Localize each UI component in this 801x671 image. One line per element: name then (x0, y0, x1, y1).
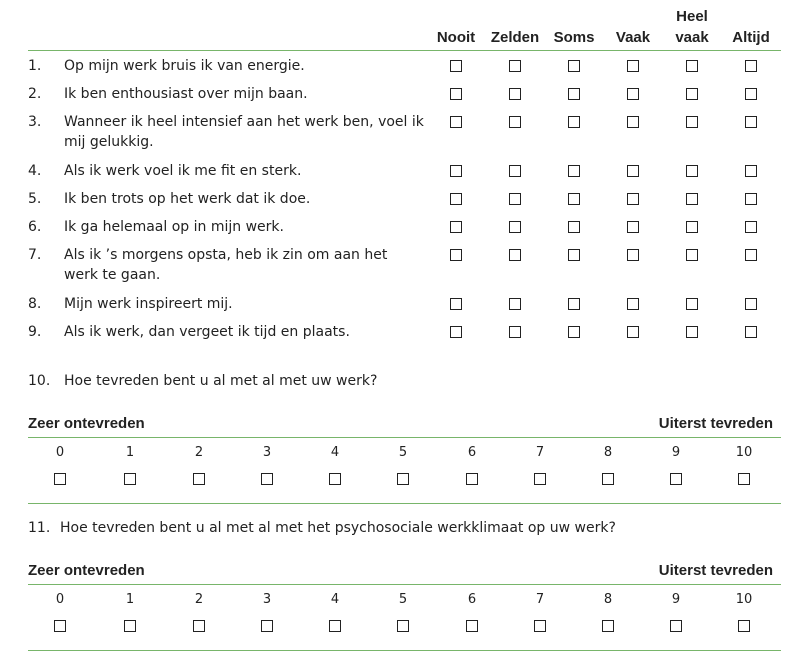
answer-checkbox[interactable] (450, 298, 462, 310)
answer-checkbox[interactable] (568, 193, 580, 205)
scale-checkbox[interactable] (329, 473, 341, 485)
answer-checkbox[interactable] (627, 60, 639, 72)
answer-checkbox[interactable] (745, 165, 757, 177)
item-number: 6. (28, 219, 42, 235)
item-number: 9. (28, 324, 42, 340)
column-header: Heel vaak (675, 8, 709, 46)
column-header: Soms (553, 29, 595, 46)
scale-value: 4 (330, 592, 340, 607)
answer-checkbox[interactable] (686, 221, 698, 233)
answer-checkbox[interactable] (509, 60, 521, 72)
answer-checkbox[interactable] (450, 88, 462, 100)
answer-checkbox[interactable] (509, 326, 521, 338)
scale-value: 2 (194, 445, 204, 460)
item-text: Ik ben trots op het werk dat ik doe. (64, 191, 311, 207)
answer-checkbox[interactable] (509, 88, 521, 100)
scale-min-label: Zeer ontevreden (28, 415, 145, 432)
answer-checkbox[interactable] (509, 249, 521, 261)
scale-checkbox[interactable] (261, 620, 273, 632)
answer-checkbox[interactable] (568, 326, 580, 338)
item-number: 3. (28, 114, 42, 130)
item-number: 1. (28, 58, 42, 74)
answer-checkbox[interactable] (627, 165, 639, 177)
scale-checkbox[interactable] (602, 473, 614, 485)
item-text: Op mijn werk bruis ik van energie. (64, 58, 305, 74)
item-number: 7. (28, 247, 42, 263)
scale-checkbox[interactable] (670, 473, 682, 485)
answer-checkbox[interactable] (627, 116, 639, 128)
scale-value: 5 (398, 445, 408, 460)
answer-checkbox[interactable] (450, 165, 462, 177)
q10-number: 10. (28, 373, 51, 389)
item-number: 5. (28, 191, 42, 207)
q11-text: Hoe tevreden bent u al met al met het psychosociale werkklimaat op uw werk? (60, 520, 616, 536)
answer-checkbox[interactable] (627, 298, 639, 310)
scale-value: 6 (467, 592, 477, 607)
item-text: Ik ben enthousiast over mijn baan. (64, 86, 308, 102)
scale-checkbox[interactable] (670, 620, 682, 632)
answer-checkbox[interactable] (686, 326, 698, 338)
scale-checkbox[interactable] (466, 473, 478, 485)
scale-value: 6 (467, 445, 477, 460)
scale-value: 0 (55, 592, 65, 607)
scale-checkbox[interactable] (738, 620, 750, 632)
column-header: Vaak (615, 29, 651, 46)
answer-checkbox[interactable] (627, 326, 639, 338)
scale-checkbox[interactable] (261, 473, 273, 485)
item-text: Als ik werk voel ik me fit en sterk. (64, 163, 302, 179)
scale-max-label: Uiterst tevreden (658, 415, 773, 432)
scale-value: 9 (671, 445, 681, 460)
answer-checkbox[interactable] (686, 88, 698, 100)
answer-checkbox[interactable] (686, 193, 698, 205)
answer-checkbox[interactable] (745, 221, 757, 233)
answer-checkbox[interactable] (568, 221, 580, 233)
scale-checkbox[interactable] (602, 620, 614, 632)
answer-checkbox[interactable] (686, 298, 698, 310)
scale-value: 3 (262, 592, 272, 607)
scale-value: 2 (194, 592, 204, 607)
scale-value: 7 (535, 592, 545, 607)
scale-value: 3 (262, 445, 272, 460)
column-header: Nooit (436, 29, 476, 46)
header-divider (28, 50, 781, 51)
scale-checkbox[interactable] (329, 620, 341, 632)
q11-number: 11. (28, 520, 51, 536)
answer-checkbox[interactable] (745, 88, 757, 100)
answer-checkbox[interactable] (509, 165, 521, 177)
scale-value: 9 (671, 592, 681, 607)
answer-checkbox[interactable] (450, 249, 462, 261)
scale-checkbox[interactable] (54, 473, 66, 485)
answer-checkbox[interactable] (450, 116, 462, 128)
scale-value: 10 (735, 592, 753, 607)
answer-checkbox[interactable] (627, 193, 639, 205)
answer-checkbox[interactable] (450, 60, 462, 72)
scale-value: 5 (398, 592, 408, 607)
item-number: 2. (28, 86, 42, 102)
answer-checkbox[interactable] (686, 116, 698, 128)
answer-checkbox[interactable] (509, 298, 521, 310)
answer-checkbox[interactable] (568, 249, 580, 261)
answer-checkbox[interactable] (568, 116, 580, 128)
bottom-divider (28, 650, 781, 651)
q10-text: Hoe tevreden bent u al met al met uw werk? (64, 373, 378, 389)
item-text: Wanneer ik heel intensief aan het werk ben, voel ik mij gelukkig. (64, 114, 424, 150)
section-divider (28, 503, 781, 504)
scale-value: 1 (125, 445, 135, 460)
answer-checkbox[interactable] (745, 116, 757, 128)
answer-checkbox[interactable] (627, 88, 639, 100)
item-text: Mijn werk inspireert mij. (64, 296, 233, 312)
answer-checkbox[interactable] (509, 221, 521, 233)
answer-checkbox[interactable] (568, 60, 580, 72)
scale-checkbox[interactable] (397, 620, 409, 632)
scale-top-divider (28, 584, 781, 585)
scale-value: 8 (603, 445, 613, 460)
scale-max-label: Uiterst tevreden (658, 562, 773, 579)
answer-checkbox[interactable] (745, 326, 757, 338)
scale-value: 1 (125, 592, 135, 607)
scale-checkbox[interactable] (124, 620, 136, 632)
answer-checkbox[interactable] (627, 249, 639, 261)
item-text: Als ik ’s morgens opsta, heb ik zin om aan het werk te gaan. (64, 247, 388, 283)
answer-checkbox[interactable] (745, 60, 757, 72)
answer-checkbox[interactable] (450, 193, 462, 205)
scale-value: 8 (603, 592, 613, 607)
scale-value: 7 (535, 445, 545, 460)
answer-checkbox[interactable] (745, 298, 757, 310)
answer-checkbox[interactable] (627, 221, 639, 233)
scale-checkbox[interactable] (193, 473, 205, 485)
item-number: 8. (28, 296, 42, 312)
answer-checkbox[interactable] (568, 165, 580, 177)
answer-checkbox[interactable] (568, 298, 580, 310)
answer-checkbox[interactable] (509, 193, 521, 205)
scale-checkbox[interactable] (54, 620, 66, 632)
scale-checkbox[interactable] (124, 473, 136, 485)
answer-checkbox[interactable] (568, 88, 580, 100)
answer-checkbox[interactable] (686, 60, 698, 72)
scale-checkbox[interactable] (466, 620, 478, 632)
answer-checkbox[interactable] (686, 249, 698, 261)
answer-checkbox[interactable] (745, 193, 757, 205)
column-header: Altijd (732, 29, 770, 46)
scale-checkbox[interactable] (738, 473, 750, 485)
scale-checkbox[interactable] (193, 620, 205, 632)
scale-top-divider (28, 437, 781, 438)
scale-checkbox[interactable] (534, 620, 546, 632)
column-header: Zelden (490, 29, 540, 46)
scale-checkbox[interactable] (397, 473, 409, 485)
answer-checkbox[interactable] (686, 165, 698, 177)
scale-checkbox[interactable] (534, 473, 546, 485)
scale-value: 10 (735, 445, 753, 460)
answer-checkbox[interactable] (745, 249, 757, 261)
item-text: Als ik werk, dan vergeet ik tijd en plaats. (64, 324, 350, 340)
item-text: Ik ga helemaal op in mijn werk. (64, 219, 284, 235)
scale-min-label: Zeer ontevreden (28, 562, 145, 579)
answer-checkbox[interactable] (509, 116, 521, 128)
item-number: 4. (28, 163, 42, 179)
answer-checkbox[interactable] (450, 326, 462, 338)
answer-checkbox[interactable] (450, 221, 462, 233)
scale-value: 4 (330, 445, 340, 460)
scale-value: 0 (55, 445, 65, 460)
